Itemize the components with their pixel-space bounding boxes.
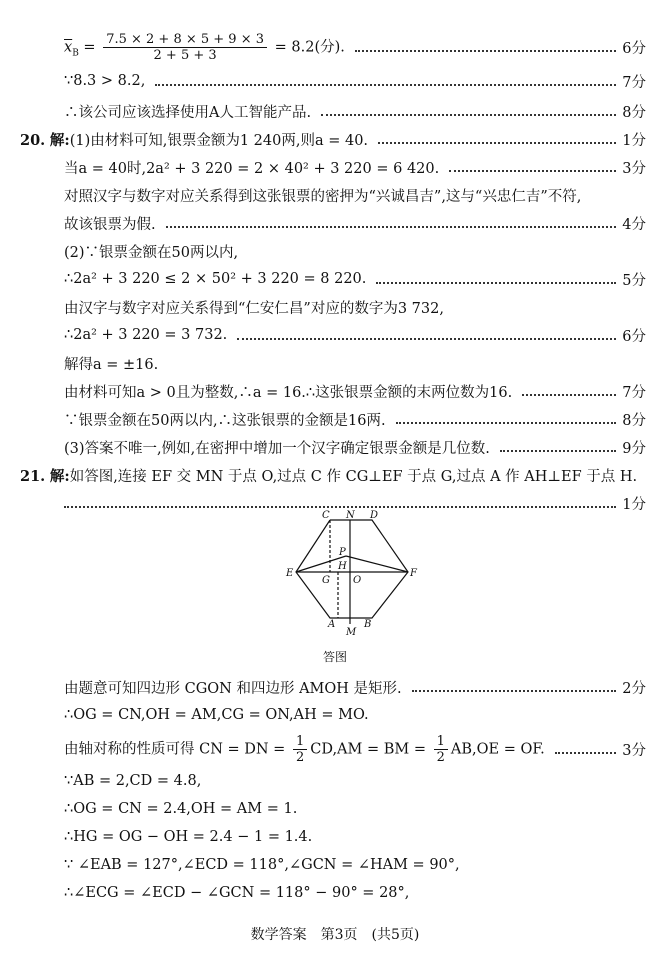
score: 6分 <box>622 40 646 57</box>
xbar-subscript: B <box>72 47 79 58</box>
answer-line <box>64 824 646 850</box>
fraction-denominator: 2 <box>295 749 305 765</box>
answer-line <box>64 674 646 700</box>
answer-line <box>64 768 646 794</box>
dot-leader <box>355 50 616 52</box>
answer-line <box>64 322 646 348</box>
score: 9分 <box>622 440 646 457</box>
point-label: G <box>322 575 330 586</box>
page-footer: 数学答案 第3页 (共5页) <box>250 927 420 943</box>
line-text: ∵ ∠EAB = 127°,∠ECD = 118°,∠GCN = ∠HAM = 90°, <box>64 857 460 873</box>
fraction-numerator: 7.5 × 2 + 8 × 5 + 9 × 3 <box>103 32 267 48</box>
line-text: ∵AB = 2,CD = 4.8, <box>64 773 202 789</box>
symmetry-line <box>64 732 646 766</box>
answer-line <box>64 154 646 180</box>
answer-line <box>64 702 646 728</box>
dot-leader <box>500 450 616 452</box>
point-label: O <box>353 575 362 586</box>
line-text: 当a = 40时,2a² + 3 220 = 2 × 40² + 3 220 = 6 420. <box>64 160 440 177</box>
score: 4分 <box>622 216 646 233</box>
dot-leader <box>378 142 616 144</box>
line-content: (1)由材料可知,银票金额为1 240两,则a = 40. <box>69 132 369 149</box>
dot-leader <box>155 84 616 86</box>
line-text <box>20 129 368 150</box>
point-label: D <box>370 510 379 521</box>
point-label: N <box>346 510 355 521</box>
formula-fraction <box>103 32 267 63</box>
dot-leader <box>237 338 616 340</box>
line-text: ∴该公司应该选择使用A人工智能产品. <box>64 104 312 121</box>
dot-leader <box>396 422 617 424</box>
question-20-start <box>20 126 646 152</box>
solution-label: 解: <box>49 131 70 149</box>
question-number: 20. <box>20 131 46 149</box>
score: 8分 <box>622 412 646 429</box>
line-text: (3)答案不唯一,例如,在密押中增加一个汉字确定银票金额是几位数. <box>64 440 490 457</box>
answer-line <box>64 378 646 404</box>
symmetry-text-a: 由轴对称的性质可得 CN = DN = <box>64 741 286 757</box>
formula-xb: $\overline{x}_B$ = $\frac{7.5 \times 2 + 8 \times 5 + 9 \times 3}{2 + 5 + 3}$ = 8.2(分). <box>64 31 345 63</box>
fraction-denominator: 2 + 5 + 3 <box>153 47 217 63</box>
line-text: (2)∵银票金额在50两以内, <box>64 244 239 261</box>
dot-leader <box>376 282 616 284</box>
line-text: 由题意可知四边形 CGON 和四边形 AMOH 是矩形. <box>64 680 402 697</box>
dot-leader <box>412 690 617 692</box>
dot-leader <box>166 226 617 228</box>
line-text: ∴∠ECG = ∠ECD − ∠GCN = 118° − 90° = 28°, <box>64 885 410 901</box>
point-label: A <box>328 619 336 630</box>
point-label: E <box>286 568 294 579</box>
line-text: 由汉字与数字对应关系得到“仁安仁昌”对应的数字为3 732, <box>64 300 444 317</box>
answer-line <box>64 266 646 292</box>
score: 7分 <box>622 74 646 91</box>
answer-line <box>64 210 646 236</box>
answer-line <box>64 796 646 822</box>
answer-line <box>64 434 646 460</box>
line-text <box>20 465 637 486</box>
answer-line <box>64 880 646 906</box>
line-text: ∴2a² + 3 220 = 3 732. <box>64 327 228 343</box>
answer-line <box>64 68 646 94</box>
geometry-figure <box>272 506 432 636</box>
point-label: P <box>339 547 346 558</box>
line-text: ∴2a² + 3 220 ≤ 2 × 50² + 3 220 = 8 220. <box>64 271 367 287</box>
half-fraction <box>434 734 448 765</box>
dot-leader <box>321 114 616 116</box>
question-21-start <box>20 462 646 488</box>
solution-label: 解: <box>49 467 70 485</box>
formula-result: = 8.2(分). <box>274 39 345 55</box>
score: 1分 <box>622 132 646 149</box>
answer-line <box>64 852 646 878</box>
score: 3分 <box>622 742 646 759</box>
xbar-variable: $\overline{x}$ <box>64 39 73 55</box>
answer-line <box>64 182 646 208</box>
line-text <box>64 734 545 765</box>
score: 7分 <box>622 384 646 401</box>
answer-line <box>64 238 646 264</box>
left-outline <box>296 520 338 618</box>
half-fraction <box>293 734 307 765</box>
score: 1分 <box>622 496 646 513</box>
line-text: ∵8.3 > 8.2, <box>64 73 146 89</box>
fraction-denominator: 2 <box>436 749 445 765</box>
point-label: H <box>338 561 347 572</box>
answer-line <box>64 406 646 432</box>
score: 2分 <box>622 680 646 697</box>
question-number: 21. <box>20 467 46 485</box>
figure-caption: 答图 <box>322 650 347 664</box>
score: 3分 <box>622 160 646 177</box>
line-text: ∴HG = OG − OH = 2.4 − 1 = 1.4. <box>64 829 313 845</box>
answer-line <box>64 98 646 124</box>
line-text: 解得a = ±16. <box>64 356 159 373</box>
dot-leader <box>522 394 616 396</box>
symmetry-text-c: AB,OE = OF. <box>450 741 545 757</box>
line-text: ∴OG = CN,OH = AM,CG = ON,AH = MO. <box>64 707 369 723</box>
dot-leader <box>555 752 617 754</box>
line-text: 由材料可知a > 0且为整数,∴a = 16.∴这张银票金额的末两位数为16. <box>64 384 513 401</box>
line-text: 故该银票为假. <box>64 216 156 233</box>
line-text: ∵银票金额在50两以内,∴这张银票的金额是16两. <box>64 412 386 429</box>
fraction-numerator: 1 <box>434 734 448 750</box>
point-label: F <box>410 568 417 579</box>
score: 5分 <box>622 272 646 289</box>
score: 6分 <box>622 328 646 345</box>
formula-line-xb <box>64 31 646 63</box>
line-text: 对照汉字与数字对应关系得到这张银票的密押为“兴诚昌吉”,这与“兴忠仁吉”不符, <box>64 188 582 205</box>
symmetry-text-b: CD,AM = BM = <box>310 741 426 757</box>
answer-line <box>64 350 646 376</box>
line-text: ∴OG = CN = 2.4,OH = AM = 1. <box>64 801 298 817</box>
point-label: M <box>346 627 357 636</box>
line-content: 如答图,连接 EF 交 MN 于点 O,过点 C 作 CG⊥EF 于点 G,过点 A 作 AH⊥EF 于点 H. <box>69 468 638 485</box>
score: 8分 <box>622 104 646 121</box>
dot-leader <box>449 170 616 172</box>
point-label: B <box>364 619 372 630</box>
fraction-numerator: 1 <box>293 734 307 750</box>
point-label: C <box>322 510 330 521</box>
answer-line <box>64 294 646 320</box>
